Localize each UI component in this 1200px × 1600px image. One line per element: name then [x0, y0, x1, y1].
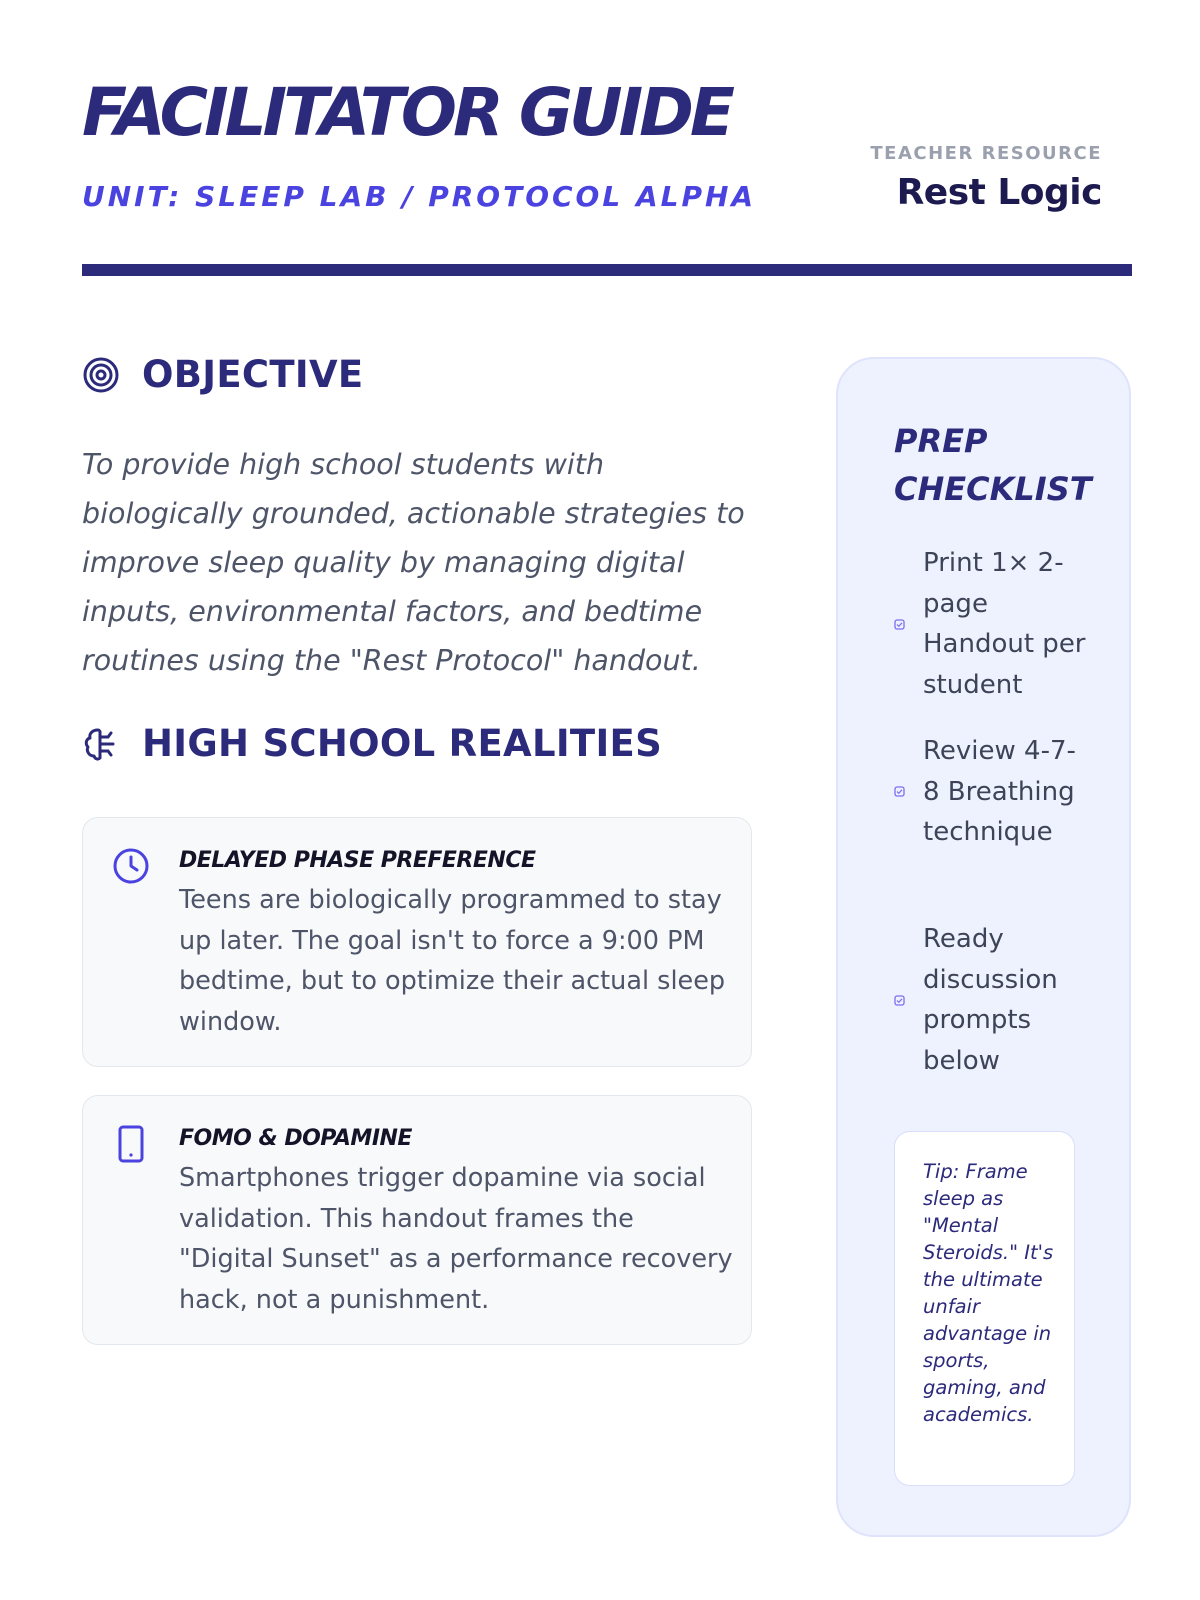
checklist-title: PREP CHECKLIST [894, 422, 1092, 508]
realities-heading-label: HIGH SCHOOL REALITIES [142, 722, 663, 765]
checklist-item-text: Review 4-7-8 Breathing technique [923, 736, 1076, 847]
checklist-item [894, 731, 1114, 853]
checkbox-icon [894, 786, 905, 797]
objective-text: To provide high school students with biologically grounded, actionable strategies to improve sleep quality by managing digital inputs, environmental factors, and bedtime routines using the "Rest Protocol" handout. [82, 448, 745, 677]
reality-card-fomo [82, 1095, 752, 1345]
checklist-item [894, 919, 1114, 1081]
header-divider [82, 264, 1132, 276]
objective-heading-label: OBJECTIVE [142, 353, 364, 396]
objective-heading [82, 353, 363, 396]
checklist-item [894, 543, 1114, 705]
reality-card-body: Smartphones trigger dopamine via social validation. This handout frames the "Digital Sunset" as a performance recovery hack, not a punishment. [179, 1163, 733, 1315]
reality-card-delayed-phase [82, 817, 752, 1067]
realities-heading [82, 722, 662, 765]
reality-card-body: Teens are biologically programmed to stay up later. The goal isn't to force a 9:00 PM bedtime, but to optimize their actual sleep window. [179, 885, 726, 1037]
checklist-item-text: Ready discussion prompts below [923, 924, 1058, 1076]
brain-icon [82, 725, 120, 763]
reality-card-title: FOMO & DOPAMINE [179, 1126, 412, 1151]
tip-box [894, 1131, 1075, 1486]
checkbox-icon [894, 619, 905, 630]
smartphone-icon [111, 1124, 151, 1164]
prep-checklist-panel [836, 357, 1131, 1537]
reality-card-title: DELAYED PHASE PREFERENCE [179, 848, 536, 873]
page-title: FACILITATOR GUIDE [82, 74, 732, 151]
tip-text: Tip: Frame sleep as "Mental Steroids." It's the ultimate unfair advantage in sports, gaming, and academics. [923, 1160, 1054, 1426]
clock-icon [111, 846, 151, 886]
resource-label: TEACHER RESOURCE [870, 143, 1102, 164]
brand-name: Rest Logic [896, 172, 1102, 213]
checkbox-icon [894, 995, 905, 1006]
checklist-item-text: Print 1× 2-page Handout per student [923, 548, 1086, 700]
unit-subtitle: UNIT: SLEEP LAB / PROTOCOL ALPHA [82, 180, 757, 213]
target-icon [82, 356, 120, 394]
